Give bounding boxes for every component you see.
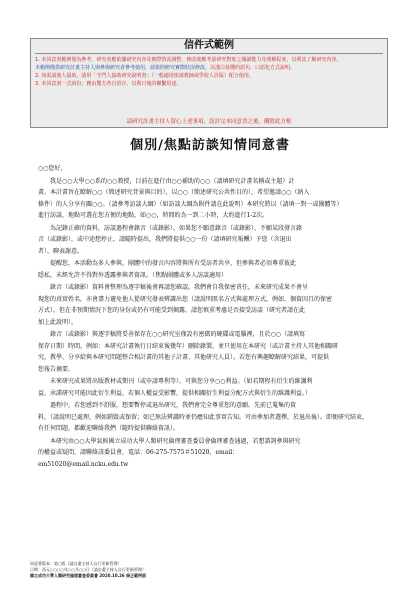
text-line bbox=[38, 187, 388, 199]
instruction-text: 以淺白易懂的語句、口語化方式說明。 bbox=[210, 65, 296, 71]
text-segment: 隱私，未經允許不得對外透露參與者資訊。（焦點團體或多人訪談適用） bbox=[38, 271, 228, 279]
text-line bbox=[38, 388, 388, 400]
text-line bbox=[38, 305, 388, 317]
text-line bbox=[38, 258, 388, 270]
paragraph bbox=[38, 223, 388, 258]
instruction-list bbox=[35, 56, 383, 88]
text-segment: 料，（請說明已處理，例如銷毀或保留；如已無法辨識時並仍應知此事實告知。可由參加者選擇，於退出後）。即便研究結束， bbox=[38, 413, 369, 421]
paragraph bbox=[38, 376, 388, 399]
text-segment: 您報告摘要。 bbox=[38, 365, 75, 373]
instruction-box bbox=[30, 38, 388, 128]
committee-line: 國立成功大學人類研究倫理審查委員會 2020.10.26 修正範例版 bbox=[30, 573, 147, 578]
text-segment: 保存日期）時間，例如：本研究計畫執行日結束後幾年）刪除錄製，並只使用在本研究（或計畫主持人其他相關研 bbox=[38, 342, 339, 350]
instruction-item bbox=[35, 56, 383, 64]
text-line bbox=[38, 199, 388, 211]
text-segment: 有任何問題，都歡迎聯絡我們（隨時提供聯絡資訊）。 bbox=[38, 425, 180, 432]
text-line bbox=[38, 447, 388, 459]
text-line bbox=[38, 352, 388, 364]
paragraph bbox=[38, 176, 388, 222]
text-line bbox=[38, 223, 388, 235]
text-segment: 進行訪談，地點可選在您方便的地點，如○○，時間約為一到二小時，大約進行1-2次。 bbox=[38, 212, 269, 219]
version-line: 同意書版本：第○版（請計畫主持人自行更新管理） bbox=[30, 561, 122, 566]
text-line bbox=[38, 317, 388, 329]
text-line bbox=[38, 270, 388, 282]
instruction-box-title: 信件式範例 bbox=[184, 40, 234, 51]
consent-body bbox=[38, 163, 388, 471]
paragraph bbox=[38, 163, 388, 175]
document-footer bbox=[30, 561, 390, 579]
text-segment: 過程中，若您感到不舒服，想要暫停或退出研究，我們會完全尊重您的意願。先前已蒐集的資 bbox=[38, 402, 297, 409]
text-segment: 為記錄正確的資料，訪談過程會錄音（或錄影），如果您不願意錄音（或錄影）、不願某段發言錄 bbox=[38, 224, 303, 232]
paragraph bbox=[38, 258, 388, 281]
paragraph bbox=[38, 282, 388, 328]
instruction-item bbox=[35, 64, 383, 72]
instruction-text: 2. 如需請他人協助，請用「守門人協助研究說明書」（一般適用座談教師或學校人員版）配合使用。 bbox=[35, 73, 254, 79]
text-line bbox=[38, 176, 388, 188]
text-segment: 未來研究成果將出版教材或期刊（或申請專利等），可與您分享○○利益。（如若期程有衍生的維護利 bbox=[38, 378, 313, 385]
text-line bbox=[38, 210, 388, 222]
text-line bbox=[38, 423, 388, 435]
text-line bbox=[38, 246, 388, 258]
text-line bbox=[38, 163, 388, 175]
paragraph bbox=[38, 329, 388, 375]
text-segment: em51020@email.ncku.edu.tw bbox=[38, 460, 129, 468]
date-line: 日期：西元○○○○年○○月○○日（請計畫主持人自行更新管理） bbox=[30, 567, 146, 572]
text-line bbox=[38, 400, 388, 412]
instruction-box-divider bbox=[35, 53, 383, 54]
paragraph bbox=[38, 436, 388, 471]
instruction-item bbox=[35, 80, 383, 88]
text-segment: 本研究由○○大學氣候國立成功大學人類研究倫理審查委員會倫理審查通過，若想諮詢參與研究 bbox=[38, 437, 301, 445]
text-segment: 者），聊表謝意。 bbox=[38, 247, 84, 255]
text-segment: 益、承諾研究可能因此衍生利益，若個人權益受影響，提供相關衍生利益分配方式與衍生的維護利益。） bbox=[38, 389, 312, 397]
document-title: 個別/焦點訪談知情同意書 bbox=[130, 138, 290, 153]
text-segment: 錄音（或錄影）資料會整理為逐字稿後會再請您確認，我們會自我保密責任，未來研究成果不會呈 bbox=[38, 284, 309, 291]
text-line bbox=[38, 329, 388, 341]
text-segment: 究，教學、分享給與本研究問題整合相計畫的其他子計畫、其他研究人員）。若您有興趣瞭解研究結果，可提供 bbox=[38, 354, 330, 361]
text-line bbox=[38, 436, 388, 448]
text-segment: 的權益或疑問，請聯絡該委員會，電話：06-275-7575＃51020，email： bbox=[38, 449, 239, 456]
text-segment: 條件）的人分享有關○○。（請參考訪談大綱）（如訪談大綱為附件請在此說明）本研究將以（請填一對一或團體等） bbox=[38, 200, 343, 208]
text-line bbox=[38, 459, 388, 471]
text-line bbox=[38, 341, 388, 353]
text-segment: 畫。本計畫旨在瞭解○○（簡述研究背景與目的），以○○（簡述研究公共性目的），希望邀請○○（納入 bbox=[38, 189, 310, 196]
paragraph bbox=[38, 400, 388, 435]
text-line bbox=[38, 364, 388, 376]
text-segment: 方式）。但在非預期情況下您的身份或仍有可能受到揭露，請您慎重考慮是否接受訪談（研究者請在此 bbox=[38, 307, 306, 314]
text-line bbox=[38, 412, 388, 424]
instruction-item bbox=[35, 72, 383, 80]
text-segment: ○○您好， bbox=[38, 165, 67, 172]
text-segment: 現您的真實姓名，亦會盡力避免他人從研究發表辨識出您（請說明匿名方式與處理方式，例如，個資因且的保密 bbox=[38, 295, 333, 303]
text-segment: 我是○○大學○○系的○○教授，目前在進行由○○補助的○○（請填研究計畫名稱或主題）計 bbox=[38, 177, 295, 185]
text-line bbox=[38, 294, 388, 306]
delete-box-reminder: 請研究計畫主持人留心上述事項，設計完本同意書之後，刪除此方框 bbox=[126, 119, 292, 125]
text-line bbox=[38, 282, 388, 294]
text-segment: 加上此說明）。 bbox=[38, 318, 78, 326]
instruction-text: 本範例僅供研究計畫主持人與參與研究者參考使用，請依照研究實際狀況修改， bbox=[35, 65, 211, 71]
text-line bbox=[38, 376, 388, 388]
text-segment: 音（或錄影），或中途想停止，請隨時提出，我們將提供○○一份（請填研究報酬）予您（含退出 bbox=[38, 236, 292, 243]
instruction-text: 1. 本同意書範例僅為參考，研究者應依據研究內容及實際情況調整，修改後應考量研究對象之閱讀能力及理解程度，以利其了解研究內容。 bbox=[35, 57, 342, 63]
instruction-text: 3. 本同意書一式兩份，務由雙方各自留存，以利日後的聯繫用途。 bbox=[35, 81, 182, 87]
text-line bbox=[38, 234, 388, 246]
text-segment: 提醒您，本活動為多人參與，團體中的發言內容將與所有受訪者共享，但參與者必須尊重彼此 bbox=[38, 260, 297, 267]
text-segment: 錄音（或錄影）與逐字稿將妥善保存在○○研究室僅設有密碼的硬碟或電腦裡，且於○○（請填寫 bbox=[38, 331, 305, 338]
